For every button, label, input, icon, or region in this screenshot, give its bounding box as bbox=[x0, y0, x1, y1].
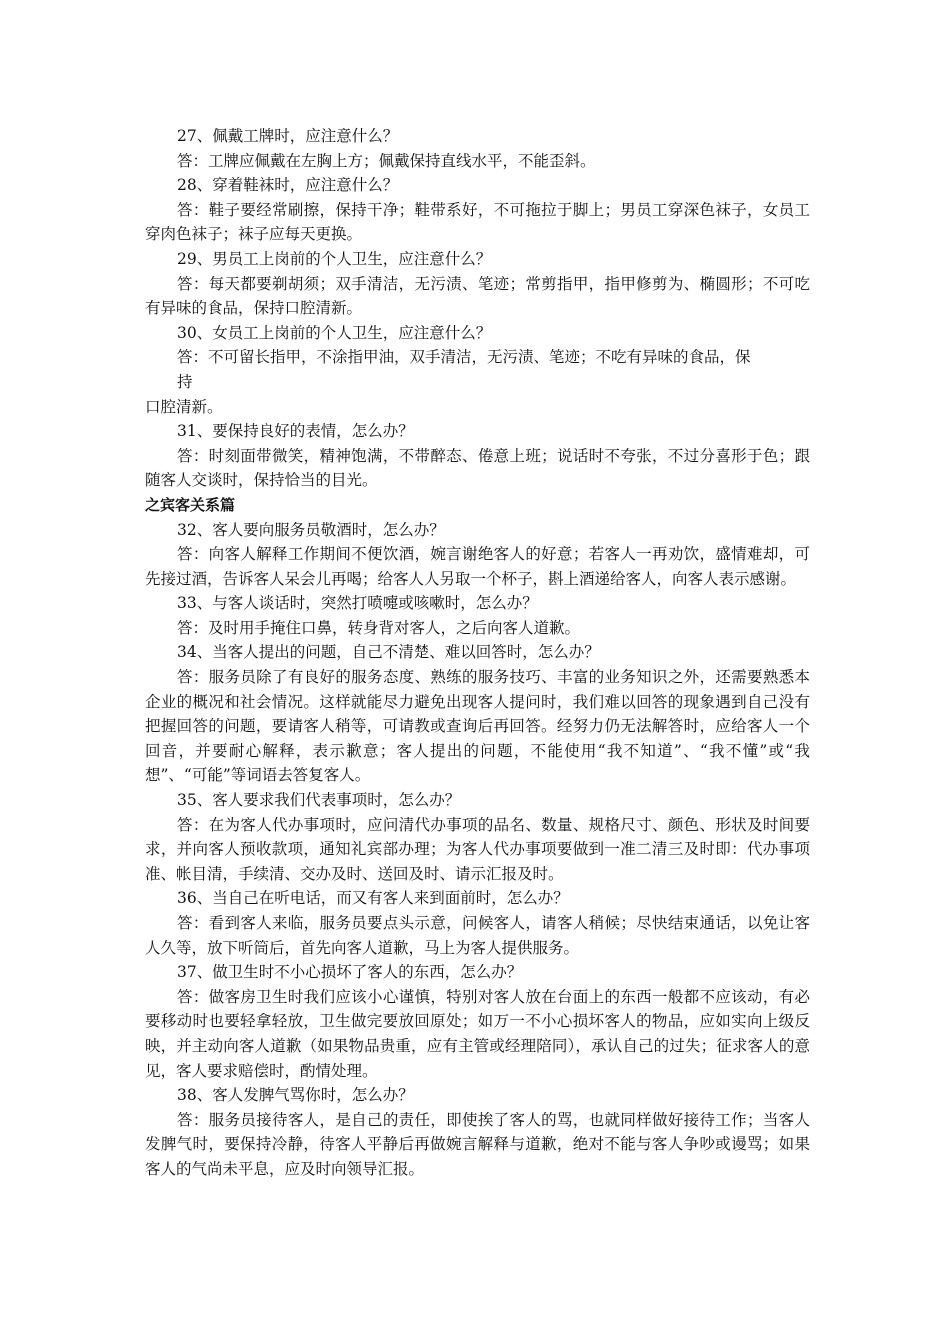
answer-29: 答：每天都要剃胡须；双手清洁，无污渍、笔迹；常剪指甲，指甲修剪为、椭圆形；不可吃有异味的食品，保持口腔清新。 bbox=[145, 274, 810, 318]
answer-34: 答：服务员除了有良好的服务态度、熟练的服务技巧、丰富的业务知识之外，还需要熟悉本企业的概况和社会情况。这样就能尽力避免出现客人提问时，我们难以回答的现象遇到自己没有把握回答的问题，要请客人稍等，可请教或查询后再回答。经努力仍无法解答时，应给客人一个回音，并要耐心解释，表示歉意；客人提出的问题，不能使用“我不知道”、“我不懂”或“我想”、“可能”等词语去答复客人。 bbox=[145, 668, 810, 785]
section-heading: 之宾客关系篇 bbox=[145, 495, 236, 514]
question-30: 30、女员工上岗前的个人卫生，应注意什么？ bbox=[177, 323, 492, 342]
question-36: 36、当自己在听电话，而又有客人来到面前时，怎么办？ bbox=[177, 889, 569, 908]
question-34: 34、当客人提出的问题，自己不清楚、难以回答时，怎么办？ bbox=[177, 643, 600, 662]
answer-32: 答：向客人解释工作期间不便饮酒，婉言谢绝客人的好意；若客人一再劝饮，盛情难却，可先接过酒，告诉客人呆会儿再喝；给客人人另取一个杯子，斟上酒递给客人，向客人表示感谢。 bbox=[145, 545, 810, 588]
question-35: 35、客人要求我们代表事项时，怎么办？ bbox=[177, 791, 461, 810]
question-27: 27、佩戴工牌时，应注意什么？ bbox=[177, 127, 399, 145]
question-31: 31、要保持良好的表情，怎么办？ bbox=[177, 422, 414, 441]
answer-38: 答：服务员接待客人，是自己的责任，即使挨了客人的骂，也就同样做好接待工作；当客人发脾气时，要保持冷静，待客人平静后再做婉言解释与道歉，绝对不能与客人争吵或谩骂；如果客人的气尚未平息，应及时向领导汇报。 bbox=[145, 1110, 810, 1178]
answer-30-line-1: 答：不可留长指甲，不涂指甲油，双手清洁，无污渍、笔迹；不吃有异味的食品，保 bbox=[177, 348, 751, 367]
question-29: 29、男员工上岗前的个人卫生，应注意什么？ bbox=[177, 249, 492, 268]
answer-28: 答：鞋子要经常刷擦，保持干净；鞋带系好，不可拖拉于脚上；男员工穿深色袜子，女员工穿肉色袜子；袜子应每天更换。 bbox=[145, 200, 810, 244]
question-38: 38、客人发脾气骂你时，怎么办？ bbox=[177, 1086, 414, 1105]
answer-31: 答：时刻面带微笑，精神饱满，不带醉态、倦意上班；说话时不夸张，不过分喜形于色；跟随客人交谈时，保持恰当的目光。 bbox=[145, 446, 810, 490]
answer-35: 答：在为客人代办事项时，应问清代办事项的品名、数量、规格尺寸、颜色、形状及时间要求，并向客人预收款项，通知礼宾部办理；为客人代办事项要做到一准二清三及时即：代办事项准、帐目清，手续清、交办及时、送回及时、请示汇报及时。 bbox=[145, 815, 810, 883]
answer-33: 答：及时用手掩住口鼻，转身背对客人，之后向客人道歉。 bbox=[177, 618, 581, 637]
question-33: 33、与客人谈话时，突然打喷嚏或咳嗽时，怎么办？ bbox=[177, 594, 538, 613]
answer-30-line-2: 持 bbox=[177, 372, 193, 391]
question-37: 37、做卫生时不小心损坏了客人的东西，怎么办？ bbox=[177, 963, 523, 982]
question-32: 32、客人要向服务员敬酒时，怎么办？ bbox=[177, 520, 445, 539]
answer-30-line-3: 口腔清新。 bbox=[145, 397, 223, 416]
answer-30 bbox=[145, 345, 810, 419]
question-28: 28、穿着鞋袜时，应注意什么？ bbox=[177, 176, 399, 195]
answer-27: 答：工牌应佩戴在左胸上方；佩戴保持直线水平，不能歪斜。 bbox=[177, 151, 596, 170]
answer-37: 答：做客房卫生时我们应该小心谨慎，特别对客人放在台面上的东西一般都不应该动，有必要移动时也要轻拿轻放，卫生做完要放回原处；如万一不小心损坏客人的物品，应如实向上级反映，并主动向客人道歉（如果物品贵重，应有主管或经理陪同），承认自己的过失；征求客人的意见，客人要求赔偿时，酌情处理。 bbox=[145, 987, 810, 1080]
document-body bbox=[145, 124, 810, 1182]
answer-36: 答：看到客人来临，服务员要点头示意，问候客人，请客人稍候；尽快结束通话，以免让客人久等，放下听筒后，首先向客人道歉，马上为客人提供服务。 bbox=[145, 914, 810, 957]
